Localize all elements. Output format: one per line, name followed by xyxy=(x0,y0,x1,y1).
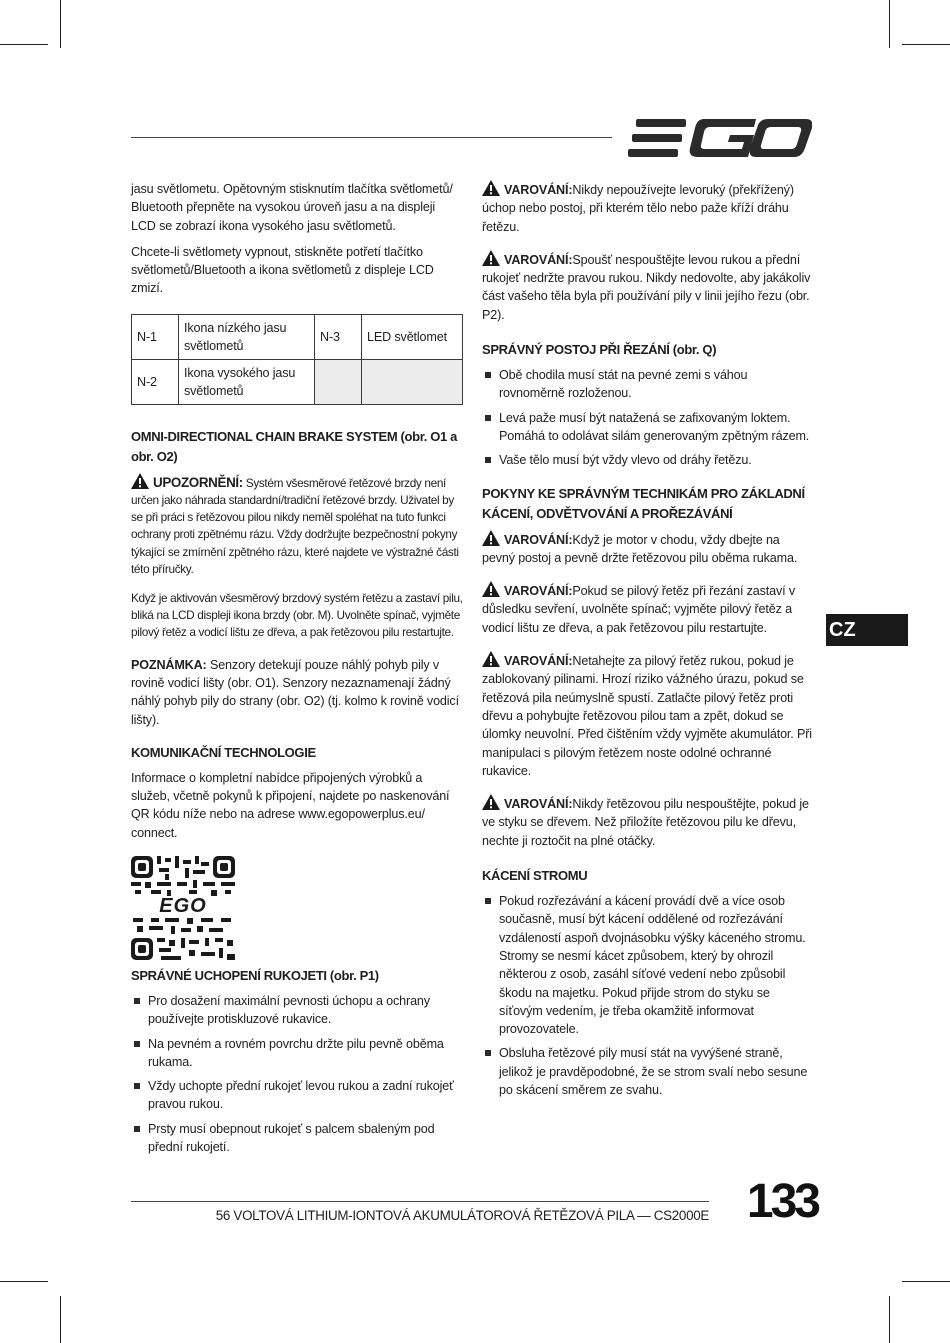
headlight-off-paragraph: Chcete-li světlomety vypnout, stiskněte potřetí tlačítko světlometů/Bluetooth a ikona světlometů z displeje LCD zmizí. xyxy=(131,244,434,296)
headlight-intro-paragraph: jasu světlometu. Opětovným stisknutím tlačítka světlometů/ Bluetooth přepněte na vysokou úroveň jasu a na displeji LCD se zobrazí ikona vysokého jasu světlometů. xyxy=(131,182,453,233)
warning-label: VAROVÁNÍ: xyxy=(504,797,573,812)
grip-list xyxy=(131,992,463,1156)
footer-title: 56 VOLTOVÁ LITHIUM-IONTOVÁ AKUMULÁTOROVÁ ŘETĚZOVÁ PILA — CS2000E xyxy=(215,1208,709,1223)
communication-paragraph: Informace o kompletní nabídce připojených výrobků a služeb, včetně pokynů k připojení, najdete po naskenování QR kódu níže nebo na adrese www.egopowerplus.eu/ connect. xyxy=(131,770,450,840)
warning-label: VAROVÁNÍ: xyxy=(504,654,573,669)
warning-text: Netahejte za pilový řetěz rukou, pokud je zablokovaný pilinami. Hrozí riziko vážného úrazu, pokud se řetězová pila neúmyslně spustí. Zatlačte pilový řetěz proti dřevu a pohybujte řetězovou pilou tam a zpět, dokud se úlomky neuvolní. Před čištěním vždy vyjměte akumulátor. Při manipulaci s pilovým řetězem noste odolné ochranné rukavice. xyxy=(482,654,812,778)
warning-label: VAROVÁNÍ: xyxy=(504,252,573,267)
left-column xyxy=(131,180,463,1166)
caution-label: UPOZORNĚNÍ: xyxy=(153,474,243,490)
grip-heading: SPRÁVNÉ UCHOPENÍ RUKOJETI (obr. P1) xyxy=(131,967,379,983)
brake-activation-paragraph: Když je aktivován všesměrový brzdový systém řetězu a zastaví pilu, bliká na LCD displeji ikona brzdy (obr. M). Uvolněte spínač, vyjměte pilový řetěz a vodicí lištu ze dřeva, a pak řetězovou pilu restartujte. xyxy=(131,591,463,640)
table-cell-description: Ikona vysokého jasu světlometů xyxy=(179,359,315,404)
caution-paragraph xyxy=(131,473,463,578)
list-item: Pro dosažení maximální pevnosti úchopu a ochrany používejte protiskluzové rukavice. xyxy=(131,992,463,1029)
note-label: POZNÁMKA: xyxy=(131,657,207,672)
list-item: Na pevném a rovném povrchu držte pilu pevně oběma rukama. xyxy=(131,1035,463,1072)
list-item: Obsluha řetězové pily musí stát na vyvýšené straně, jelikož je pravděpodobné, že se strom svalí nebo sesune po skácení směrem ze svahu. xyxy=(482,1044,814,1099)
footer-rule xyxy=(131,1201,709,1202)
note-paragraph xyxy=(131,656,463,729)
communication-heading: KOMUNIKAČNÍ TECHNOLOGIE xyxy=(131,744,316,760)
crop-mark xyxy=(60,1296,61,1343)
logo-text: EGO xyxy=(628,118,631,119)
felling-heading: KÁCENÍ STROMU xyxy=(482,868,588,884)
crop-mark xyxy=(902,44,950,45)
warning-text: Nikdy nepoužívejte levoruký (překřížený) úchop nebo postoj, při kterém tělo nebo paže kříží dráhu řetězu. xyxy=(482,183,794,234)
warning-triangle-icon xyxy=(131,473,149,489)
table-row xyxy=(132,314,463,359)
note-text: Senzory detekují pouze náhlý pohyb pily v rovině vodicí lišty (obr. O1). Senzory nezaznamenají žádný náhlý pohyb pily do strany (obr. O2) (tj. kolmo k rovině vodicí lišty). xyxy=(131,657,459,727)
stance-list xyxy=(482,366,814,469)
warning-label: VAROVÁNÍ: xyxy=(504,183,573,197)
table-cell-code: N-1 xyxy=(132,314,179,359)
techniques-heading: POKYNY KE SPRÁVNÝM TECHNIKÁM PRO ZÁKLADNÍ KÁCENÍ, ODVĚTVOVÁNÍ A PROŘEZÁVÁNÍ xyxy=(482,485,805,521)
warning-triangle-icon xyxy=(482,250,500,266)
warning-text: Pokud se pilový řetěz při řezání zastaví v důsledku sevření, uvolněte spínač; vyjměte pilový řetěz a vodicí lištu ze dřeva, a pak řetězovou pilu restartujte. xyxy=(482,584,795,635)
crop-mark xyxy=(889,1296,890,1343)
list-item: Prsty musí obepnout rukojeť s palcem sbaleným pod přední rukojetí. xyxy=(131,1120,463,1157)
warning-label: VAROVÁNÍ: xyxy=(504,584,573,599)
warning-triangle-icon xyxy=(482,794,500,810)
warning-triangle-icon xyxy=(482,651,500,667)
warning-text: Nikdy řetězovou pilu nespouštějte, pokud je ve styku se dřevem. Než přiložíte řetězovou pilu ke dřevu, nechte ji roztočit na plné otáčky. xyxy=(482,797,809,848)
table-row xyxy=(132,359,463,404)
warning-label: VAROVÁNÍ: xyxy=(504,532,573,547)
crop-mark xyxy=(889,0,890,48)
page-number: 133 xyxy=(746,1175,818,1228)
list-item: Vaše tělo musí být vždy vlevo od dráhy řetězu. xyxy=(482,451,814,469)
warning-paragraph xyxy=(482,180,814,236)
felling-list xyxy=(482,892,814,1099)
right-column xyxy=(482,180,814,1109)
crop-mark xyxy=(0,44,48,45)
warning-triangle-icon xyxy=(482,180,500,196)
crop-mark xyxy=(0,1281,48,1282)
table-cell-empty xyxy=(315,359,362,404)
caution-text: Systém všesměrové řetězové brzdy není určen jako náhrada standardní/tradiční řetězové brzdy. Uživatel by se při práci s řetězovou pilou nikdy neměl spoléhat na tuto funkci ochrany proti zpětnému rázu. Vždy dodržujte bezpečnostní pokyny týkající se zmírnění zpětného rázu, které najdete ve výstražné části této příručky. xyxy=(131,475,459,576)
warning-paragraph xyxy=(482,581,814,637)
omni-brake-heading: OMNI-DIRECTIONAL CHAIN BRAKE SYSTEM (obr. O1 a obr. O2) xyxy=(131,428,458,464)
list-item: Levá paže musí být natažená se zafixovaným loktem. Pomáhá to odolávat silám generovaným zpětným rázem. xyxy=(482,409,814,446)
warning-paragraph xyxy=(482,250,814,324)
crop-mark xyxy=(60,0,61,48)
ego-logo xyxy=(628,118,812,158)
warning-paragraph xyxy=(482,794,814,850)
table-cell-description: Ikona nízkého jasu světlometů xyxy=(179,314,315,359)
crop-mark xyxy=(902,1281,950,1282)
warning-paragraph xyxy=(482,651,814,780)
qr-logo-text: EGO xyxy=(159,894,207,917)
warning-text: Spoušť nespouštějte levou rukou a přední rukojeť nedržte pravou rukou. Nikdy nedovolte, aby jakákoliv část vašeho těla byla při používání pily v linii jejího řezu (obr. P2). xyxy=(482,252,811,322)
header-rule xyxy=(131,137,612,138)
list-item: Vždy uchopte přední rukojeť levou rukou a zadní rukojeť pravou rukou. xyxy=(131,1077,463,1114)
table-cell-code: N-2 xyxy=(132,359,179,404)
table-cell-description: LED světlomet xyxy=(362,314,463,359)
warning-text: Když je motor v chodu, vždy dbejte na pevný postoj a pevně držte řetězovou pilu oběma rukama. xyxy=(482,532,798,565)
warning-triangle-icon xyxy=(482,530,500,546)
qr-code-icon xyxy=(131,856,235,960)
warning-triangle-icon xyxy=(482,581,500,597)
language-tab: CZ xyxy=(826,614,908,646)
stance-heading: SPRÁVNÝ POSTOJ PŘI ŘEZÁNÍ (obr. Q) xyxy=(482,342,717,358)
list-item: Obě chodila musí stát na pevné zemi s váhou rovnoměrně rozloženou. xyxy=(482,366,814,403)
table-cell-code: N-3 xyxy=(315,314,362,359)
table-cell-empty xyxy=(362,359,463,404)
icon-legend-table xyxy=(131,314,463,405)
list-item: Pokud rozřezávání a kácení provádí dvě a více osob současně, musí být kácení oddělené od rozřezávání vzdáleností aspoň dvojnásobku výšky káceného stromu. Stromy se nesmí kácet způsobem, který by ohrozil některou z osob, zasáhl síťové vedení nebo způsobil škodu na majetku. Pokud přijde strom do styku se síťovým vedením, je třeba okamžitě informovat provozovatele. xyxy=(482,892,814,1038)
warning-paragraph xyxy=(482,530,814,568)
